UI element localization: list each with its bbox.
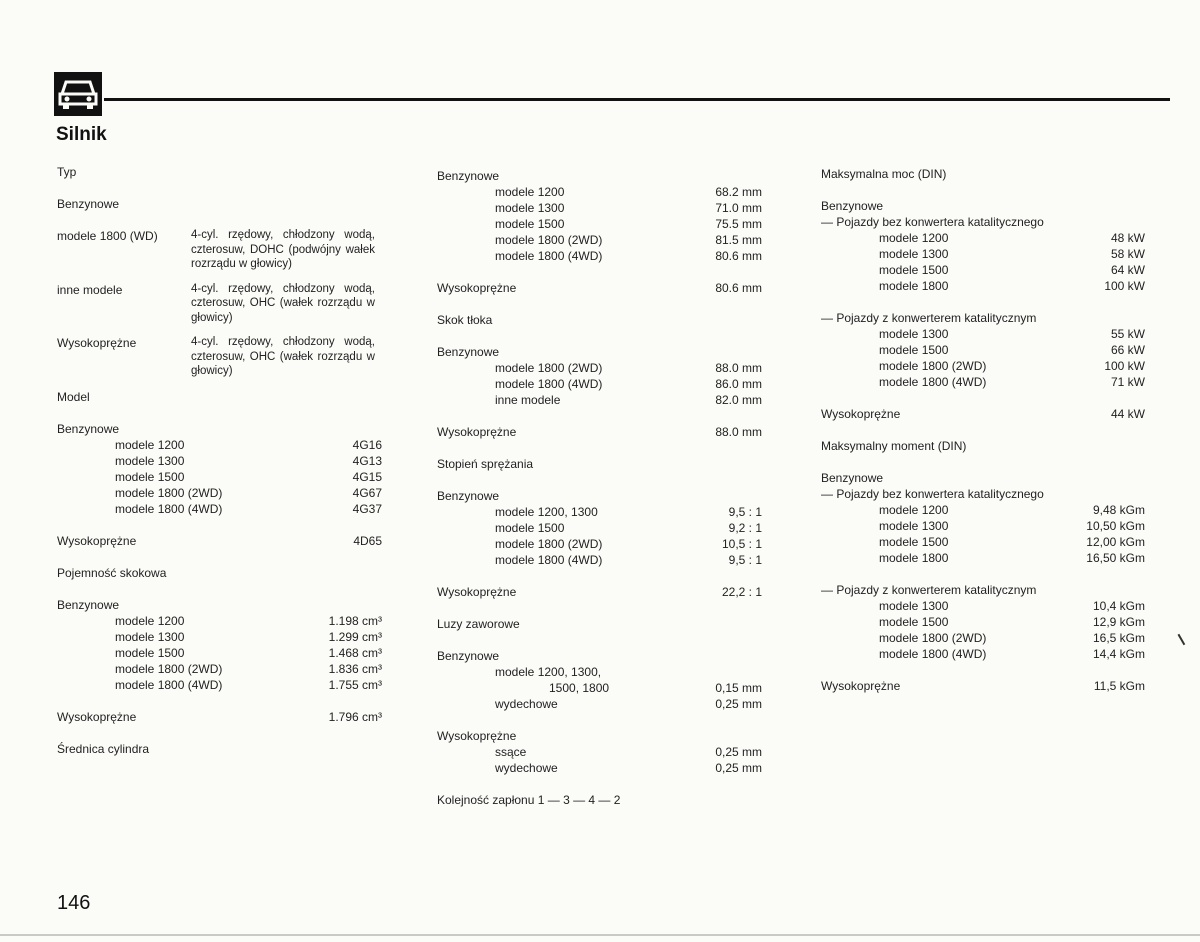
skok-row	[437, 360, 762, 376]
car-icon	[54, 72, 102, 116]
moment-bez-konwertera-label: — Pojazdy bez konwertera katalitycznego	[821, 487, 1044, 501]
moment-bez-row-label: modele 1500	[879, 535, 949, 549]
luzy-wydechowe-value: 0,25 mm	[715, 697, 762, 711]
srednica-row-value: 68.2 mm	[715, 185, 762, 199]
pojemnosc-benzynowe-label: Benzynowe	[57, 597, 120, 612]
model-diesel-label: Wysokoprężne	[57, 533, 137, 548]
moc-z-row-value: 66 kW	[1110, 343, 1145, 357]
sprezanie-row	[437, 552, 762, 568]
moment-bez-row-label: modele 1200	[879, 503, 949, 517]
typ-row-desc: 4-cyl. rzędowy, chłodzony wodą, czterosuw, DOHC (podwójny wałek rozrządu w głowicy)	[191, 229, 375, 270]
srednica-heading: Średnica cylindra	[57, 741, 150, 756]
stray-pen-mark	[1178, 631, 1191, 645]
skok-diesel-value: 88.0 mm	[715, 425, 762, 439]
moc-z-row	[821, 326, 1145, 342]
typ-row-label: Wysokoprężne	[57, 336, 137, 350]
typ-row	[57, 335, 382, 379]
pojemnosc-row	[57, 645, 382, 661]
moc-diesel-label: Wysokoprężne	[821, 407, 901, 421]
moment-bez-row-value: 16,50 kGm	[1086, 551, 1145, 565]
typ-row	[57, 228, 382, 272]
sprezanie-row-label: modele 1800 (2WD)	[495, 537, 603, 551]
srednica-diesel-label: Wysokoprężne	[437, 281, 517, 295]
moment-bez-row-value: 9,48 kGm	[1092, 503, 1145, 517]
moment-bez-row	[821, 518, 1145, 534]
model-diesel-value: 4D65	[353, 533, 382, 548]
moc-bez-row-value: 48 kW	[1110, 231, 1145, 245]
skok-benzynowe-label: Benzynowe	[437, 345, 500, 359]
model-row-value: 4G37	[352, 501, 382, 516]
model-diesel-row	[57, 533, 382, 549]
moment-z-row-value: 14,4 kGm	[1092, 647, 1145, 661]
moment-z-row	[821, 598, 1145, 614]
moment-z-konwerterem-label: — Pojazdy z konwerterem katalitycznym	[821, 583, 1037, 597]
srednica-row-value: 75.5 mm	[715, 217, 762, 231]
luzy-diesel-row-label: wydechowe	[495, 761, 558, 775]
moc-bez-row-label: modele 1200	[879, 231, 949, 245]
model-row-value: 4G16	[352, 437, 382, 452]
sprezanie-heading: Stopień sprężania	[437, 457, 534, 471]
luzy-diesel-row-value: 0,25 mm	[715, 745, 762, 759]
luzy-model-value: 0,15 mm	[715, 681, 762, 695]
moc-bez-row	[821, 246, 1145, 262]
skok-row	[437, 392, 762, 408]
model-row	[57, 501, 382, 517]
pojemnosc-heading: Pojemność skokowa	[57, 565, 167, 580]
kolejnosc-zaplonu: Kolejność zapłonu 1 — 3 — 4 — 2	[437, 793, 621, 807]
luzy-wydechowe-label: wydechowe	[495, 697, 558, 711]
typ-row-label: modele 1800 (WD)	[57, 229, 158, 243]
pojemnosc-row-value: 1.836 cm³	[328, 661, 382, 676]
sprezanie-row-value: 10,5 : 1	[721, 537, 762, 551]
moment-z-row	[821, 630, 1145, 646]
moment-z-row-value: 12,9 kGm	[1092, 615, 1145, 629]
skok-row-label: modele 1800 (2WD)	[495, 361, 603, 375]
scan-edge-line	[0, 934, 1200, 936]
sprezanie-row-label: modele 1800 (4WD)	[495, 553, 603, 567]
moment-benzynowe-label: Benzynowe	[821, 471, 884, 485]
typ-heading: Typ	[57, 165, 77, 179]
pojemnosc-row	[57, 613, 382, 629]
model-row-label: modele 1500	[115, 469, 185, 484]
pojemnosc-row	[57, 629, 382, 645]
moment-z-row-value: 10,4 kGm	[1092, 599, 1145, 613]
moment-diesel-row	[821, 678, 1145, 694]
pojemnosc-row-value: 1.468 cm³	[328, 645, 382, 660]
pojemnosc-row-label: modele 1800 (2WD)	[115, 661, 223, 676]
moc-z-konwerterem-label: — Pojazdy z konwerterem katalitycznym	[821, 311, 1037, 325]
column-3	[821, 166, 1145, 694]
model-row	[57, 453, 382, 469]
skok-row-value: 82.0 mm	[715, 393, 762, 407]
pojemnosc-row-value: 1.198 cm³	[328, 613, 382, 628]
model-row-value: 4G13	[352, 453, 382, 468]
pojemnosc-row-label: modele 1500	[115, 645, 185, 660]
moment-diesel-label: Wysokoprężne	[821, 679, 901, 693]
sprezanie-row-value: 9,2 : 1	[728, 521, 762, 535]
moc-diesel-row	[821, 406, 1145, 422]
moc-z-row-label: modele 1300	[879, 327, 949, 341]
moment-z-row	[821, 614, 1145, 630]
luzy-diesel-row	[437, 760, 762, 776]
moc-bez-row	[821, 262, 1145, 278]
moc-diesel-value: 44 kW	[1110, 407, 1145, 421]
section-title: Silnik	[56, 124, 107, 145]
moc-bez-row-label: modele 1800	[879, 279, 949, 293]
luzy-model-row	[437, 680, 762, 696]
luzy-diesel-row-label: ssące	[495, 745, 527, 759]
pojemnosc-row	[57, 677, 382, 693]
pojemnosc-diesel-label: Wysokoprężne	[57, 709, 137, 724]
moment-bez-row-value: 12,00 kGm	[1086, 535, 1145, 549]
moc-bez-row-value: 64 kW	[1110, 263, 1145, 277]
srednica-diesel-row	[437, 280, 762, 296]
moment-bez-row-label: modele 1300	[879, 519, 949, 533]
skok-row-value: 86.0 mm	[715, 377, 762, 391]
moc-z-row	[821, 358, 1145, 374]
skok-row-label: inne modele	[495, 393, 561, 407]
srednica-row	[437, 200, 762, 216]
model-row-label: modele 1800 (2WD)	[115, 485, 223, 500]
moc-z-row-label: modele 1800 (4WD)	[879, 375, 987, 389]
model-row	[57, 485, 382, 501]
skok-row-value: 88.0 mm	[715, 361, 762, 375]
srednica-row	[437, 248, 762, 264]
model-row-label: modele 1300	[115, 453, 185, 468]
moc-z-row-label: modele 1500	[879, 343, 949, 357]
srednica-diesel-value: 80.6 mm	[715, 281, 762, 295]
page-number: 146	[57, 892, 91, 914]
column-1	[57, 164, 382, 757]
moc-bez-row-value: 58 kW	[1110, 247, 1145, 261]
model-row-value: 4G67	[352, 485, 382, 500]
moc-z-row	[821, 342, 1145, 358]
skok-heading: Skok tłoka	[437, 313, 493, 327]
luzy-model-line2: 1500, 1800	[549, 681, 610, 695]
typ-benzynowe-label: Benzynowe	[57, 197, 120, 211]
skok-diesel-row	[437, 424, 762, 440]
luzy-diesel-row	[437, 744, 762, 760]
sprezanie-row-label: modele 1200, 1300	[495, 505, 598, 519]
moc-z-row-value: 100 kW	[1104, 359, 1145, 373]
moc-benzynowe-label: Benzynowe	[821, 199, 884, 213]
moc-bez-row-label: modele 1300	[879, 247, 949, 261]
moment-z-row-label: modele 1300	[879, 599, 949, 613]
srednica-row	[437, 184, 762, 200]
moment-z-row-label: modele 1800 (4WD)	[879, 647, 987, 661]
sprezanie-benzynowe-label: Benzynowe	[437, 489, 500, 503]
sprezanie-row	[437, 536, 762, 552]
luzy-wydechowe-row	[437, 696, 762, 712]
pojemnosc-row-label: modele 1200	[115, 613, 185, 628]
moc-z-row	[821, 374, 1145, 390]
sprezanie-row-label: modele 1500	[495, 521, 565, 535]
sprezanie-diesel-label: Wysokoprężne	[437, 585, 517, 599]
header-rule	[104, 98, 1170, 101]
srednica-row-value: 81.5 mm	[715, 233, 762, 247]
moc-bez-row	[821, 230, 1145, 246]
luzy-diesel-label: Wysokoprężne	[437, 729, 517, 743]
luzy-heading: Luzy zaworowe	[437, 617, 520, 631]
srednica-row	[437, 216, 762, 232]
srednica-row-label: modele 1300	[495, 201, 565, 215]
moment-bez-row	[821, 502, 1145, 518]
moc-z-row-label: modele 1800 (2WD)	[879, 359, 987, 373]
sprezanie-diesel-value: 22,2 : 1	[721, 585, 762, 599]
pojemnosc-diesel-row	[57, 709, 382, 725]
moment-z-row-value: 16,5 kGm	[1092, 631, 1145, 645]
skok-row-label: modele 1800 (4WD)	[495, 377, 603, 391]
model-row	[57, 437, 382, 453]
moment-z-row	[821, 646, 1145, 662]
srednica-row-value: 71.0 mm	[715, 201, 762, 215]
srednica-row-label: modele 1200	[495, 185, 565, 199]
pojemnosc-row-value: 1.299 cm³	[328, 629, 382, 644]
model-row-label: modele 1200	[115, 437, 185, 452]
model-row-value: 4G15	[352, 469, 382, 484]
skok-diesel-label: Wysokoprężne	[437, 425, 517, 439]
model-row-label: modele 1800 (4WD)	[115, 501, 223, 516]
srednica-row-label: modele 1800 (2WD)	[495, 233, 603, 247]
pojemnosc-row-value: 1.755 cm³	[328, 677, 382, 692]
skok-row	[437, 376, 762, 392]
pojemnosc-row-label: modele 1300	[115, 629, 185, 644]
pojemnosc-diesel-value: 1.796 cm³	[328, 709, 382, 724]
sprezanie-row-value: 9,5 : 1	[728, 553, 762, 567]
typ-row	[57, 282, 382, 326]
srednica-row-label: modele 1800 (4WD)	[495, 249, 603, 263]
srednica-row	[437, 232, 762, 248]
sprezanie-row	[437, 520, 762, 536]
moc-heading: Maksymalna moc (DIN)	[821, 167, 947, 181]
typ-row-label: inne modele	[57, 282, 123, 297]
moment-diesel-value: 11,5 kGm	[1093, 679, 1145, 693]
pojemnosc-row-label: modele 1800 (4WD)	[115, 677, 223, 692]
moc-bez-konwertera-label: — Pojazdy bez konwertera katalitycznego	[821, 215, 1044, 229]
srednica-row-label: modele 1500	[495, 217, 565, 231]
column-2	[437, 168, 762, 808]
luzy-diesel-row-value: 0,25 mm	[715, 761, 762, 775]
srednica-row-value: 80.6 mm	[715, 249, 762, 263]
moment-z-row-label: modele 1800 (2WD)	[879, 631, 987, 645]
moment-bez-row	[821, 550, 1145, 566]
moc-z-row-value: 55 kW	[1110, 327, 1145, 341]
sprezanie-diesel-row	[437, 584, 762, 600]
typ-row-desc: 4-cyl. rzędowy, chłodzony wodą, czterosuw, OHC (wałek rozrządu w głowicy)	[191, 336, 375, 377]
luzy-benzynowe-label: Benzynowe	[437, 649, 500, 663]
moc-z-row-value: 71 kW	[1110, 375, 1145, 389]
moment-z-row-label: modele 1500	[879, 615, 949, 629]
luzy-model-line1: modele 1200, 1300,	[495, 665, 602, 679]
sprezanie-row-value: 9,5 : 1	[728, 505, 762, 519]
pojemnosc-row	[57, 661, 382, 677]
typ-row-desc: 4-cyl. rzędowy, chłodzony wodą, czterosuw, OHC (wałek rozrządu w głowicy)	[191, 282, 375, 324]
moment-bez-row	[821, 534, 1145, 550]
moment-heading: Maksymalny moment (DIN)	[821, 439, 967, 453]
srednica-benzynowe-label: Benzynowe	[437, 169, 500, 183]
moc-bez-row	[821, 278, 1145, 294]
moc-bez-row-value: 100 kW	[1104, 279, 1145, 293]
moment-bez-row-value: 10,50 kGm	[1086, 519, 1145, 533]
moc-bez-row-label: modele 1500	[879, 263, 949, 277]
model-heading: Model	[57, 389, 90, 404]
sprezanie-row	[437, 504, 762, 520]
model-row	[57, 469, 382, 485]
model-benzynowe-label: Benzynowe	[57, 421, 120, 436]
moment-bez-row-label: modele 1800	[879, 551, 949, 565]
